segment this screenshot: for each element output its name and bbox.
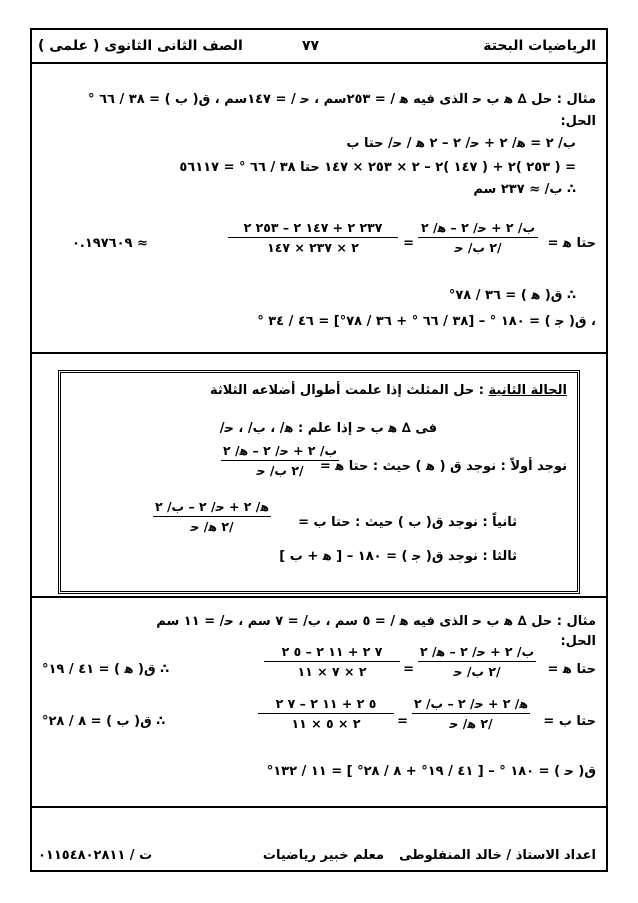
case2-second-fraction [153,499,271,534]
fraction-numerator: ٥ ٢ + ١١ ٢ – ٧ ٢ [275,696,377,711]
footer-phone: ت / ٠١١٥٤٨٠٢٨١١ [38,848,153,863]
example1-cosA-label: حتا ﻫ = [547,236,596,251]
example2-cosA-label: حتا ﻫ = [547,662,596,677]
fraction-denominator: ٢ × ٢٣٧ × ١٤٧ [267,240,359,255]
header-subject: الرياضيات البحتة [483,38,596,54]
case2-title-rest: : حل المثلث إذا علمت أطوال أضلاعه الثلاثة [209,383,489,398]
header-rule [32,62,606,64]
example1-cosA-numeric [228,220,398,255]
example1-angle-a: ∴ ﻕ( ﻫ ) = ٣٦ / ٧٨° [448,288,576,303]
case2-second-step: ثانياً : نوجد ﻕ( ب ) حيث : حتا ب = [298,515,517,530]
example1-solution-label: الحل: [560,114,596,129]
case2-heading [210,383,567,399]
example2-solution-label: الحل: [560,634,596,649]
fraction-denominator: ٢ ب/ ﺣ/ [454,240,502,255]
header-page-number: ٧٧ [302,38,320,54]
fraction-numerator: ب/ ٢ + ﺣ/ ٢ – ﻫ/ ٢ [419,644,535,659]
fraction-denominator: ٢ ب/ ﺣ/ [453,664,501,679]
example2-cosA-numeric [264,644,400,679]
example2-cosB-numeric [258,696,394,731]
fraction-numerator: ﻫ/ ٢ + ﺣ/ ٢ – ب/ ٢ [413,696,529,711]
example2-angle-c: ﻕ( ﺣ ) = ١٨٠ ° – [ ٤١ / ١٩° + ٨ / ٢٨° ] = ١١ / ١٣٢° [266,764,596,779]
fraction-numerator: ب/ ٢ + ﺣ/ ٢ – ﻫ/ ٢ [222,443,338,458]
fraction-numerator: ب/ ٢ + ﺣ/ ٢ – ﻫ/ ٢ [420,220,536,235]
example1-law-of-cosines: ب/ ٢ = ﻫ/ ٢ + ﺣ/ ٢ – ٢ ﻫ / ﺣ/ حتا ب [346,136,576,151]
example1-angle-c: ، ﻕ( ﺟ ) = ١٨٠ ° – [٣٨ / ٦٦ ° + ٣٦ / ٧٨°] = ٤٦ / ٣٤ ° [257,314,596,329]
case2-box [58,370,580,594]
example2-cosB-general [412,696,530,731]
example2-angle-a: ∴ ﻕ( ﻫ ) = ٤١ / ١٩° [42,662,170,677]
case2-third-step: ثالثا : نوجد ﻕ( ﺟ ) = ١٨٠ – [ ﻫ + ب ] [279,549,517,564]
fraction-numerator: ﻫ/ ٢ + ﺣ/ ٢ – ب/ ٢ [154,499,270,514]
header-grade: الصف الثانى الثانوى ( علمى ) [38,38,243,54]
example2-cosA-general [418,644,536,679]
example2-given: مثال : حل ∆ ﻫ ب ﺣ الذى فيه ﻫ / = ٥ سم ، ب/ = ٧ سم ، ﺣ/ = ١١ سم [156,614,596,629]
fraction-denominator: ٢ ﻫ/ ﺣ/ [449,716,493,731]
section-divider [32,352,606,354]
example1-given: مثال : حل ∆ ﻫ ب ﺣ الذى فيه ﻫ / = ٢٥٣سم ، ﺣ / = ١٤٧سم ، ﻕ( ب ) = ٣٨ / ٦٦ ° [88,92,596,107]
fraction-numerator: ٢٣٧ ٢ + ١٤٧ ٢ – ٢٥٣ ٢ [243,220,383,235]
section-divider [32,596,606,598]
example1-side-b: ∴ ب/ ≈ ٢٣٧ سم [473,182,576,197]
example1-cosA-general [418,220,538,255]
fraction-denominator: ٢ ب/ ﺣ/ [256,463,304,478]
example1-substitution: = ( ٢٥٣ )٢ + ( ١٤٧ )٢ – ٢ × ٢٥٣ × ١٤٧ حتا ٣٨ / ٦٦ ° = ٥٦١١٧ [179,160,576,175]
footer-role: معلم خبير رياضيات [262,848,384,863]
fraction-denominator: ٢ ﻫ/ ﺣ/ [190,519,234,534]
case2-given: فى ∆ ﻫ ب ﺣ إذا علم : ﻫ/ ، ب/ ، ﺣ/ [219,421,437,436]
page-frame: الرياضيات البحتة ٧٧ الصف الثانى الثانوى ( علمى ) مثال : حل ∆ ﻫ ب ﺣ الذى فيه ﻫ / = ٢٥٣سم ، ﺣ / = ١٤٧سم ، ﻕ( ب ) = ٣٨ / ٦٦ ° الحل: ب/ ٢ = ﻫ/ ٢ + ﺣ/ ٢ – ٢ ﻫ / ﺣ/ حتا ب = ( ٢٥٣ )٢ + ( ١٤٧ )٢ – ٢ × ٢٥٣ × ١٤٧ حتا ٣٨ / ٦٦ ° = ٥٦١١٧ ∴ ب/ ≈ ٢٣٧ سم حتا ﻫ = ب/ ٢ + ﺣ/ ٢ – ﻫ/ ٢ ٢ ب/ ﺣ/ = ٢٣٧ ٢ + ١٤٧ ٢ – ٢٥٣ ٢ ٢ × ٢٣٧ × ١٤٧ ≈ ٠.١٩٧٦٠٩ ∴ ﻕ( ﻫ ) = ٣٦ / ٧٨° ، ﻕ( ﺟ ) = ١٨٠ ° – [٣٨ / ٦٦ ° + ٣٦ / ٧٨°] = ٤٦ / ٣٤ ° الحالة الثانية : حل المثلث إذا علمت أطوال أضلاعه الثلاثة فى ∆ ﻫ ب ﺣ إذا علم : ﻫ/ ، ب/ ، ﺣ/ نوجد أولاً : نوجد ﻕ ( ﻫ ) حيث : حتا ﻫ = ب/ ٢ + ﺣ/ ٢ – ﻫ/ ٢ ٢ ب/ ﺣ/ ثانياً : نوجد ﻕ( ب ) حيث : حتا ب = ﻫ/ ٢ + ﺣ/ ٢ – ب/ ٢ ٢ ﻫ/ ﺣ/ ثالثا : نوجد ﻕ( ﺟ ) = ١٨٠ – [ ﻫ + ب ] مثال : حل ∆ ﻫ ب ﺣ الذى فيه ﻫ / = ٥ سم ، ب/ = ٧ سم ، ﺣ/ = ١١ سم الحل: حتا ﻫ = ب/ ٢ + ﺣ/ ٢ – ﻫ/ ٢ ٢ ب/ ﺣ/ = ٧ ٢ + ١١ ٢ – ٥ ٢ ٢ × ٧ × ١١ ∴ ﻕ( ﻫ ) = ٤١ / ١٩° حتا ب = ﻫ/ ٢ + ﺣ/ ٢ – ب/ ٢ ٢ ﻫ/ ﺣ/ = ٥ ٢ + ١١ ٢ – ٧ ٢ ٢ × ٥ × ١١ ∴ ﻕ( ب ) = ٨ / ٢٨° ﻕ( ﺣ ) = ١٨٠ ° – [ ٤١ / ١٩° + ٨ / ٢٨° ] = ١١ / ١٣٢° اعداد الاستاذ / خالد المنفلوطى معلم خبير رياضيات ت / ٠١١٥٤٨٠٢٨١١ [30,28,608,872]
case2-first-fraction [221,443,339,478]
fraction-denominator: ٢ × ٥ × ١١ [291,716,361,731]
case2-first-step: نوجد أولاً : نوجد ﻕ ( ﻫ ) حيث : حتا ﻫ = [319,459,567,474]
example2-angle-b: ∴ ﻕ( ب ) = ٨ / ٢٨° [42,714,166,729]
example2-cosB-label: حتا ب = [543,714,596,729]
example1-cosA-value: ≈ ٠.١٩٧٦٠٩ [72,236,148,251]
fraction-denominator: ٢ × ٧ × ١١ [297,664,367,679]
fraction-numerator: ٧ ٢ + ١١ ٢ – ٥ ٢ [281,644,383,659]
case2-title: الحالة الثانية [488,383,567,398]
footer-rule [32,806,606,808]
footer-author: اعداد الاستاذ / خالد المنفلوطى [399,848,596,863]
